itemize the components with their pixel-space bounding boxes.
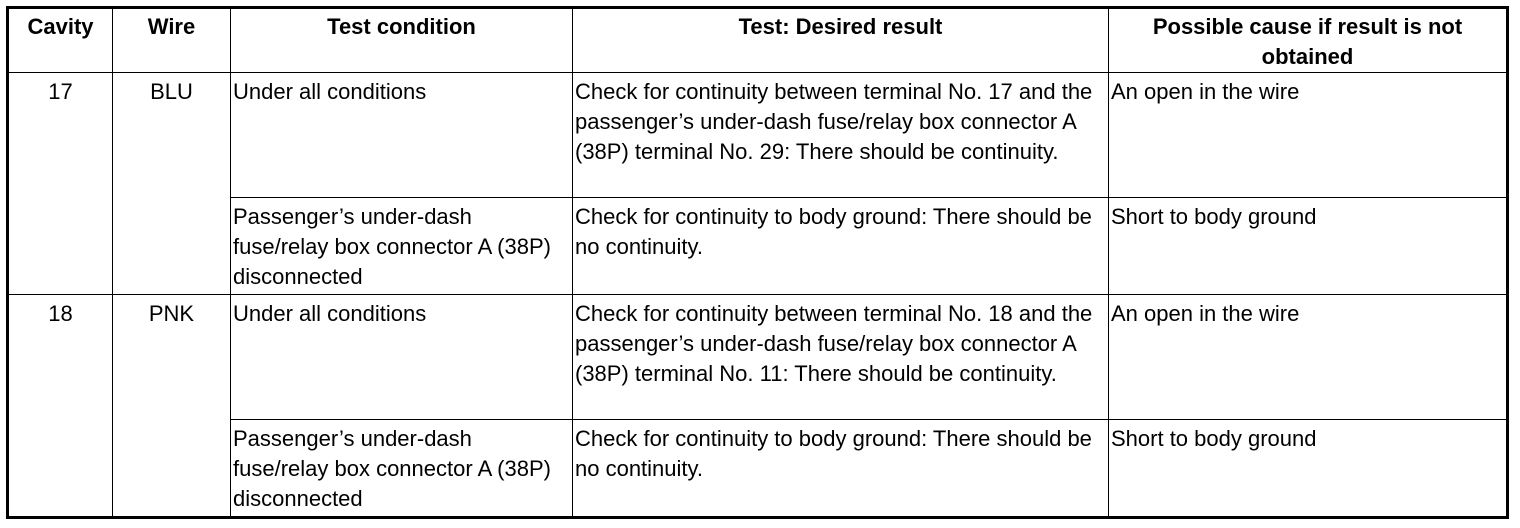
wire-color-cell: BLU xyxy=(113,73,231,295)
table-row xyxy=(8,73,1508,198)
desired-result-cell: Check for continuity to body ground: There should be no continuity. xyxy=(573,198,1109,295)
desired-result-cell: Check for continuity to body ground: There should be no continuity. xyxy=(573,420,1109,518)
desired-result-cell: Check for continuity between terminal No. 17 and the passenger’s under-dash fuse/relay box connector A (38P) terminal No. 29: There should be continuity. xyxy=(573,73,1109,198)
possible-cause-cell: An open in the wire xyxy=(1109,295,1508,420)
header-desired-result: Test: Desired result xyxy=(573,8,1109,73)
table-row xyxy=(8,198,1508,295)
header-wire: Wire xyxy=(113,8,231,73)
test-condition-cell: Passenger’s under-dash fuse/relay box connector A (38P) disconnected xyxy=(231,420,573,518)
connector-test-table xyxy=(6,6,1509,519)
possible-cause-cell: Short to body ground xyxy=(1109,198,1508,295)
table-container xyxy=(6,6,1509,519)
cavity-cell: 17 xyxy=(8,73,113,295)
cavity-cell: 18 xyxy=(8,295,113,518)
wire-color-cell: PNK xyxy=(113,295,231,518)
table-row xyxy=(8,295,1508,420)
header-row xyxy=(8,8,1508,73)
possible-cause-cell: Short to body ground xyxy=(1109,420,1508,518)
test-condition-cell: Under all conditions xyxy=(231,73,573,198)
header-possible-cause: Possible cause if result is not obtained xyxy=(1109,8,1508,73)
test-condition-cell: Under all conditions xyxy=(231,295,573,420)
header-cavity: Cavity xyxy=(8,8,113,73)
test-condition-cell: Passenger’s under-dash fuse/relay box connector A (38P) disconnected xyxy=(231,198,573,295)
table-row xyxy=(8,420,1508,518)
desired-result-cell: Check for continuity between terminal No. 18 and the passenger’s under-dash fuse/relay box connector A (38P) terminal No. 11: There should be continuity. xyxy=(573,295,1109,420)
header-test-condition: Test condition xyxy=(231,8,573,73)
possible-cause-cell: An open in the wire xyxy=(1109,73,1508,198)
